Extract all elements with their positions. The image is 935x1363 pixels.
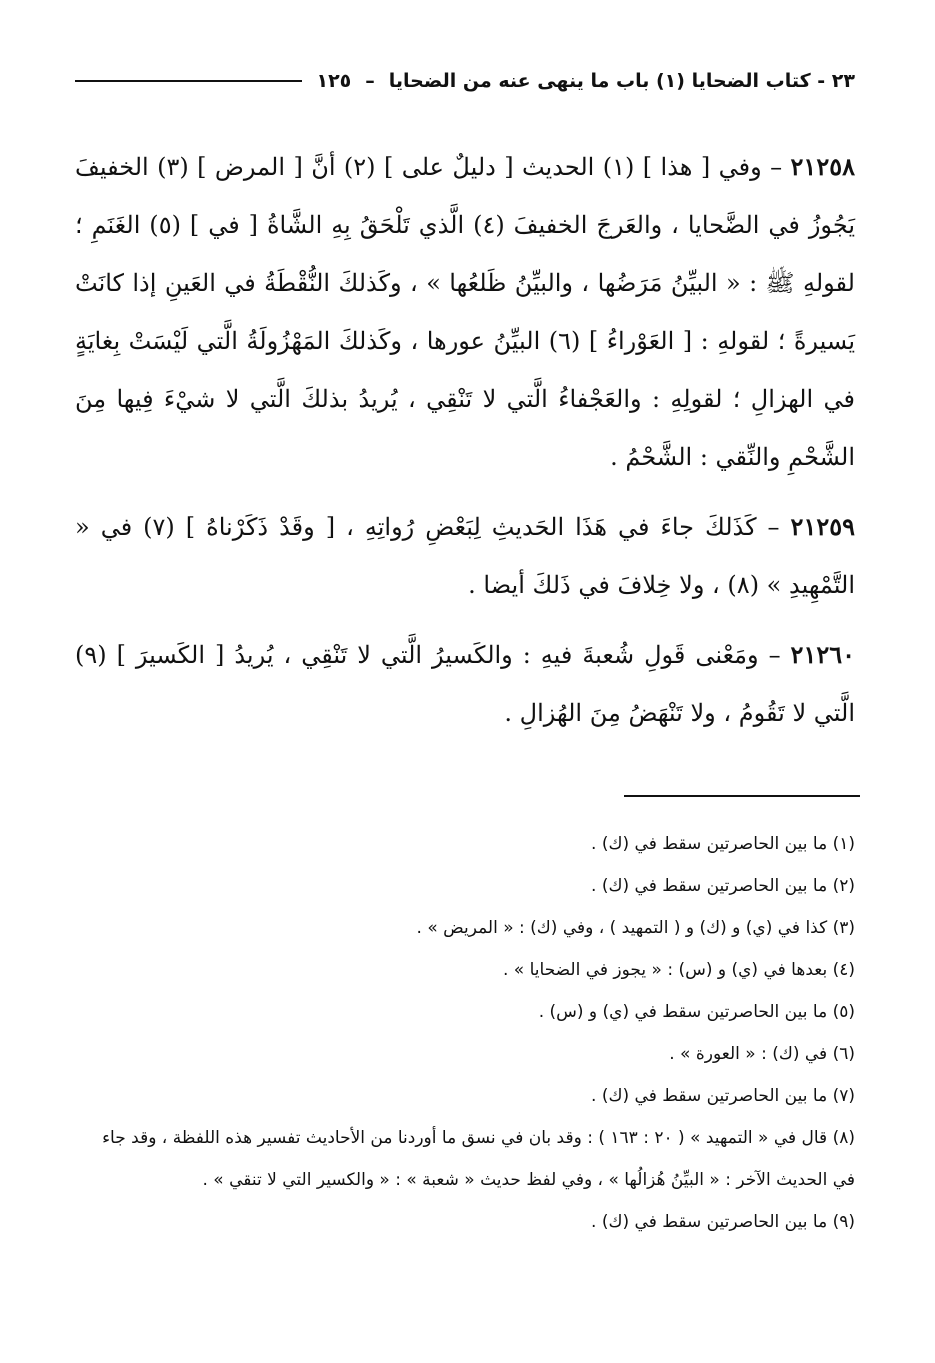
paragraph [75, 138, 855, 486]
paragraph-number: ٢١٢٥٨ [790, 152, 855, 181]
footnote: (٥) ما بين الحاصرتين سقط في (ي) و (س) . [538, 1002, 855, 1022]
footnote-separator [624, 795, 860, 797]
running-header [75, 70, 855, 92]
header-rule [75, 80, 302, 82]
paragraph-text: – وفي [ هذا ] (١) الحديث [ دليلٌ على ] (٢) أنَّ [ المرض ] (٣) الخفيفَ يَجُوزُ في الضَّحايا ، والعَرجَ الخفيفَ (٤) الَّذي تَلْحَقُ بِهِ الشَّاةُ [ في ] (٥) الغَنَمِ ؛ لقولهِ ﷺ : « البيِّنُ مَرَضُها ، والبيِّنُ ظَلعُها » ، وكَذلكَ النُّقْطَةُ في العَينِ إذا كانَتْ يَسيرةً ؛ لقولهِ : [ العَوْراءُ ] (٦) البيِّنُ عورها ، وكَذلكَ المَهْزُولَةُ الَّتي لَيْسَتْ بِغايَةٍ في الهزالِ ؛ لقولِهِ : والعَجْفاءُ الَّتي لا تَنْقِي ، يُريدُ بذلكَ الَّتي لا شيْءَ فِيها مِنَ الشَّحْمِ والنِّقي : الشَّحْمُ . [75, 153, 856, 471]
page-number: ١٢٥ [316, 70, 352, 92]
paragraph [75, 626, 855, 742]
paragraph-text: – ومَعْنى قَولِ شُعبةَ فيهِ : والكَسيرُ الَّتي لا تَنْقِي ، يُريدُ [ الكَسيرَ ] (٩) الَّتي لا تَقُومُ ، ولا تَنْهَضُ مِنَ الهُزالِ . [75, 641, 855, 727]
footnote: (٩) ما بين الحاصرتين سقط في (ك) . [591, 1212, 855, 1232]
paragraph-number: ٢١٢٥٩ [790, 512, 855, 541]
footnote: (٢) ما بين الحاصرتين سقط في (ك) . [591, 876, 855, 896]
running-title: ٢٣ - كتاب الضحايا (١) باب ما ينهى عنه من الضحايا [388, 70, 855, 92]
footnote: (٨) قال في « التمهيد » ( ٢٠ : ١٦٣ ) : وقد بان في نسق ما أوردنا من الأحاديث تفسير هذه اللفظة ، وقد جاء في الحديث الآخر : « البيِّنُ هُزالُها » ، وفي لفظ حديث « شعبة » : « والكسير التي لا تنقي » . [102, 1128, 855, 1190]
main-text [75, 138, 855, 754]
footnote: (١) ما بين الحاصرتين سقط في (ك) . [591, 834, 855, 854]
footnote: (٣) كذا في (ي) و (ك) و ( التمهيد ) ، وفي (ك) : « المريض » . [416, 918, 855, 938]
header-dash: – [365, 70, 375, 92]
footnote: (٤) بعدها في (ي) و (س) : « يجوز في الضحايا » . [503, 960, 855, 980]
paragraph-text: – كَذَلكَ جاءَ في هَذَا الحَديثِ لِبَعْضِ رُواتِهِ ، [ وقَدْ ذَكَرْناهُ ] (٧) في « التَّمْهِيدِ » (٨) ، ولا خِلافَ في ذَلكَ أيضا . [75, 513, 855, 599]
footnote: (٦) في (ك) : « العورة » . [669, 1044, 855, 1064]
paragraph-number: ٢١٢٦٠ [790, 640, 855, 669]
footnotes [75, 823, 855, 1243]
footnote: (٧) ما بين الحاصرتين سقط في (ك) . [591, 1086, 855, 1106]
paragraph [75, 498, 855, 614]
